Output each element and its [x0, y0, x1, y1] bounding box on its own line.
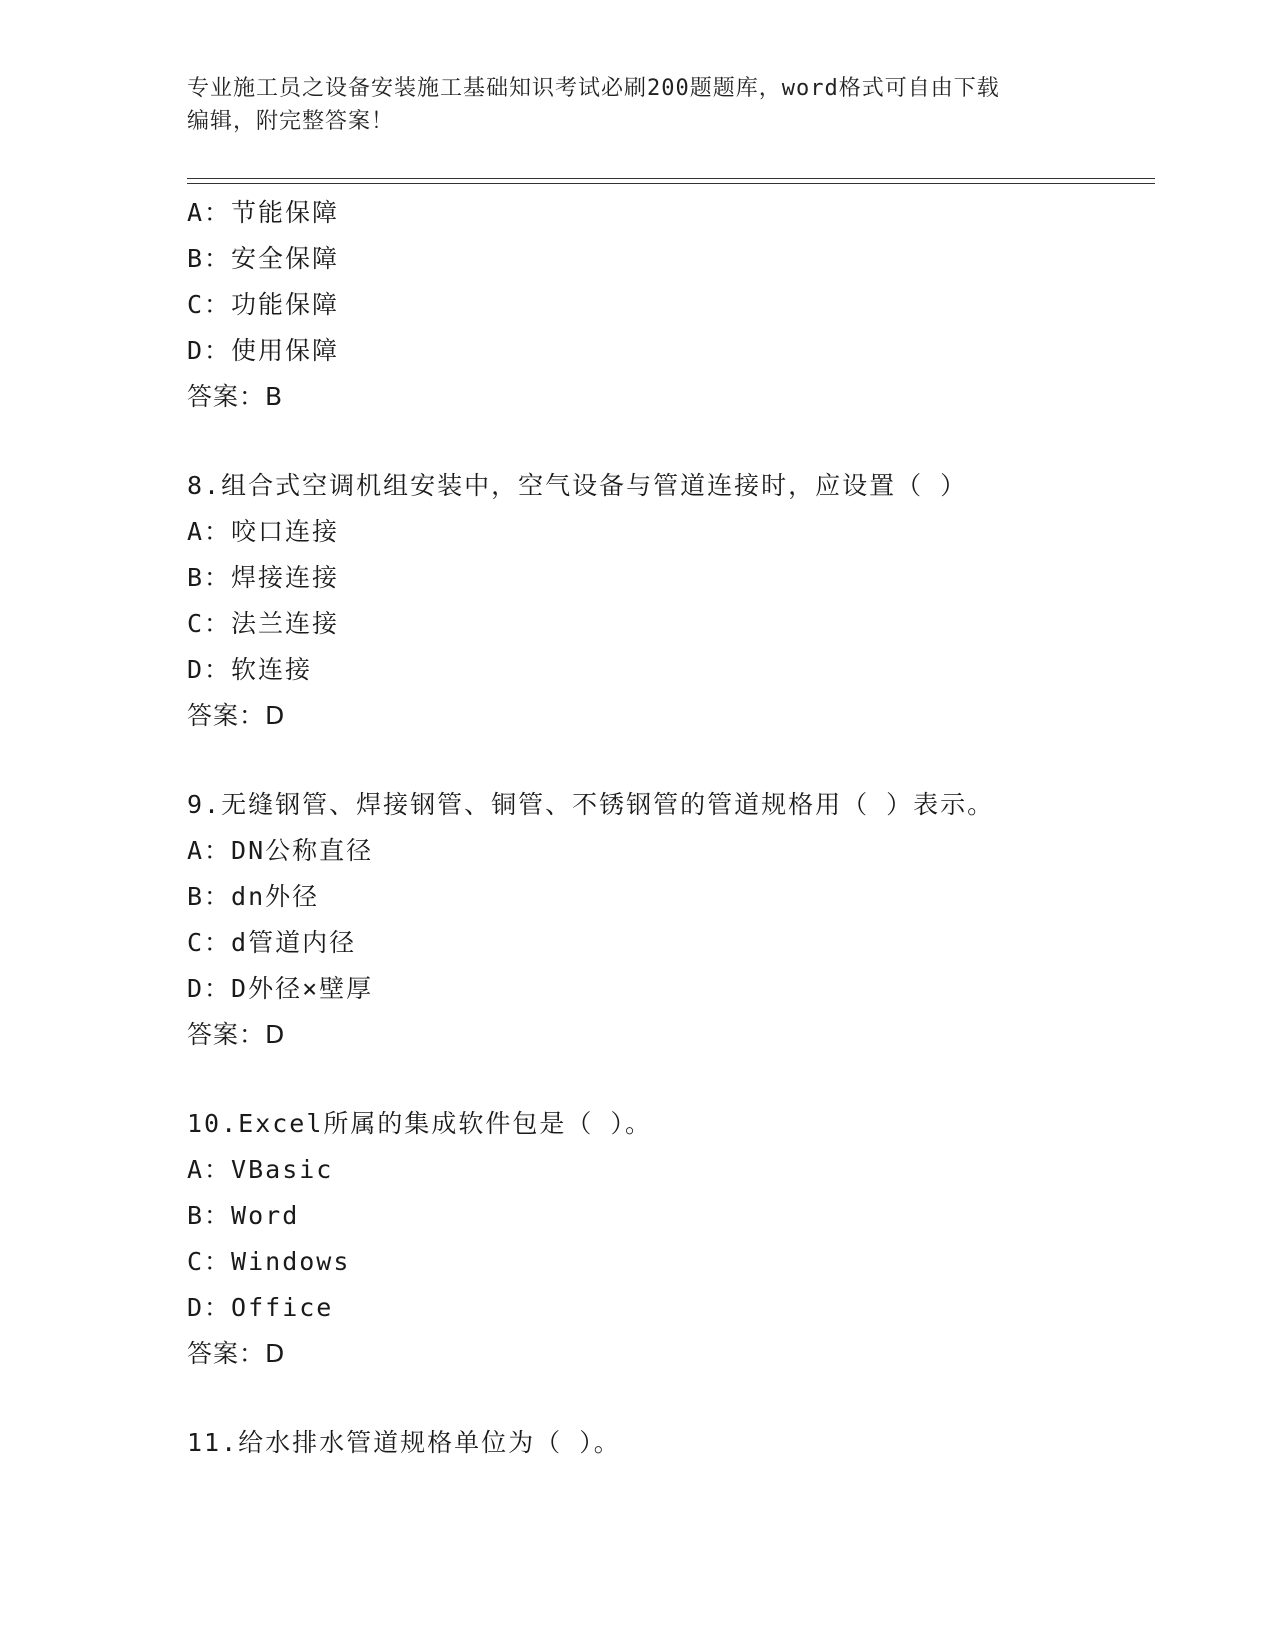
question-text: 10.Excel所属的集成软件包是（ ）。 [187, 1109, 652, 1138]
question-10-block [187, 1101, 1155, 1377]
option-c: C：d管道内径 [187, 928, 357, 957]
option-a: A：节能保障 [187, 198, 340, 227]
question-text: 8.组合式空调机组安装中，空气设备与管道连接时，应设置（ ） [187, 471, 968, 500]
option-c: C：功能保障 [187, 290, 340, 319]
option-d: D：使用保障 [187, 336, 340, 365]
question-text: 9.无缝钢管、焊接钢管、铜管、不锈钢管的管道规格用（ ）表示。 [187, 790, 995, 819]
answer: 答案：B [187, 382, 284, 411]
question-11-block [187, 1420, 1155, 1466]
header-title-line-1: 专业施工员之设备安装施工基础知识考试必刷200题题库，word格式可自由下载 [187, 76, 1000, 101]
header-title-line-2: 编辑，附完整答案！ [187, 109, 395, 134]
question-list [187, 190, 1155, 1466]
option-a: A：咬口连接 [187, 517, 340, 546]
option-d: D：软连接 [187, 655, 313, 684]
option-b: B：焊接连接 [187, 563, 340, 592]
question-7-block [187, 190, 1155, 420]
option-d: D：Office [187, 1293, 334, 1322]
spacer [187, 739, 1155, 782]
header-divider-bottom [187, 183, 1155, 184]
question-8-block [187, 463, 1155, 739]
answer: 答案：D [187, 1020, 286, 1049]
header-divider-top [187, 178, 1155, 179]
option-b: B：Word [187, 1201, 300, 1230]
option-b: B：安全保障 [187, 244, 340, 273]
spacer [187, 420, 1155, 463]
option-c: C：Windows [187, 1247, 351, 1276]
spacer [187, 1058, 1155, 1101]
option-d: D：D外径×壁厚 [187, 974, 374, 1003]
option-b: B：dn外径 [187, 882, 320, 911]
spacer [187, 1377, 1155, 1420]
answer: 答案：D [187, 701, 286, 730]
answer: 答案：D [187, 1339, 286, 1368]
question-9-block [187, 782, 1155, 1058]
option-a: A：DN公称直径 [187, 836, 374, 865]
document-header [187, 72, 1077, 138]
question-text: 11.给水排水管道规格单位为（ ）。 [187, 1428, 621, 1457]
option-c: C：法兰连接 [187, 609, 340, 638]
option-a: A：VBasic [187, 1155, 334, 1184]
